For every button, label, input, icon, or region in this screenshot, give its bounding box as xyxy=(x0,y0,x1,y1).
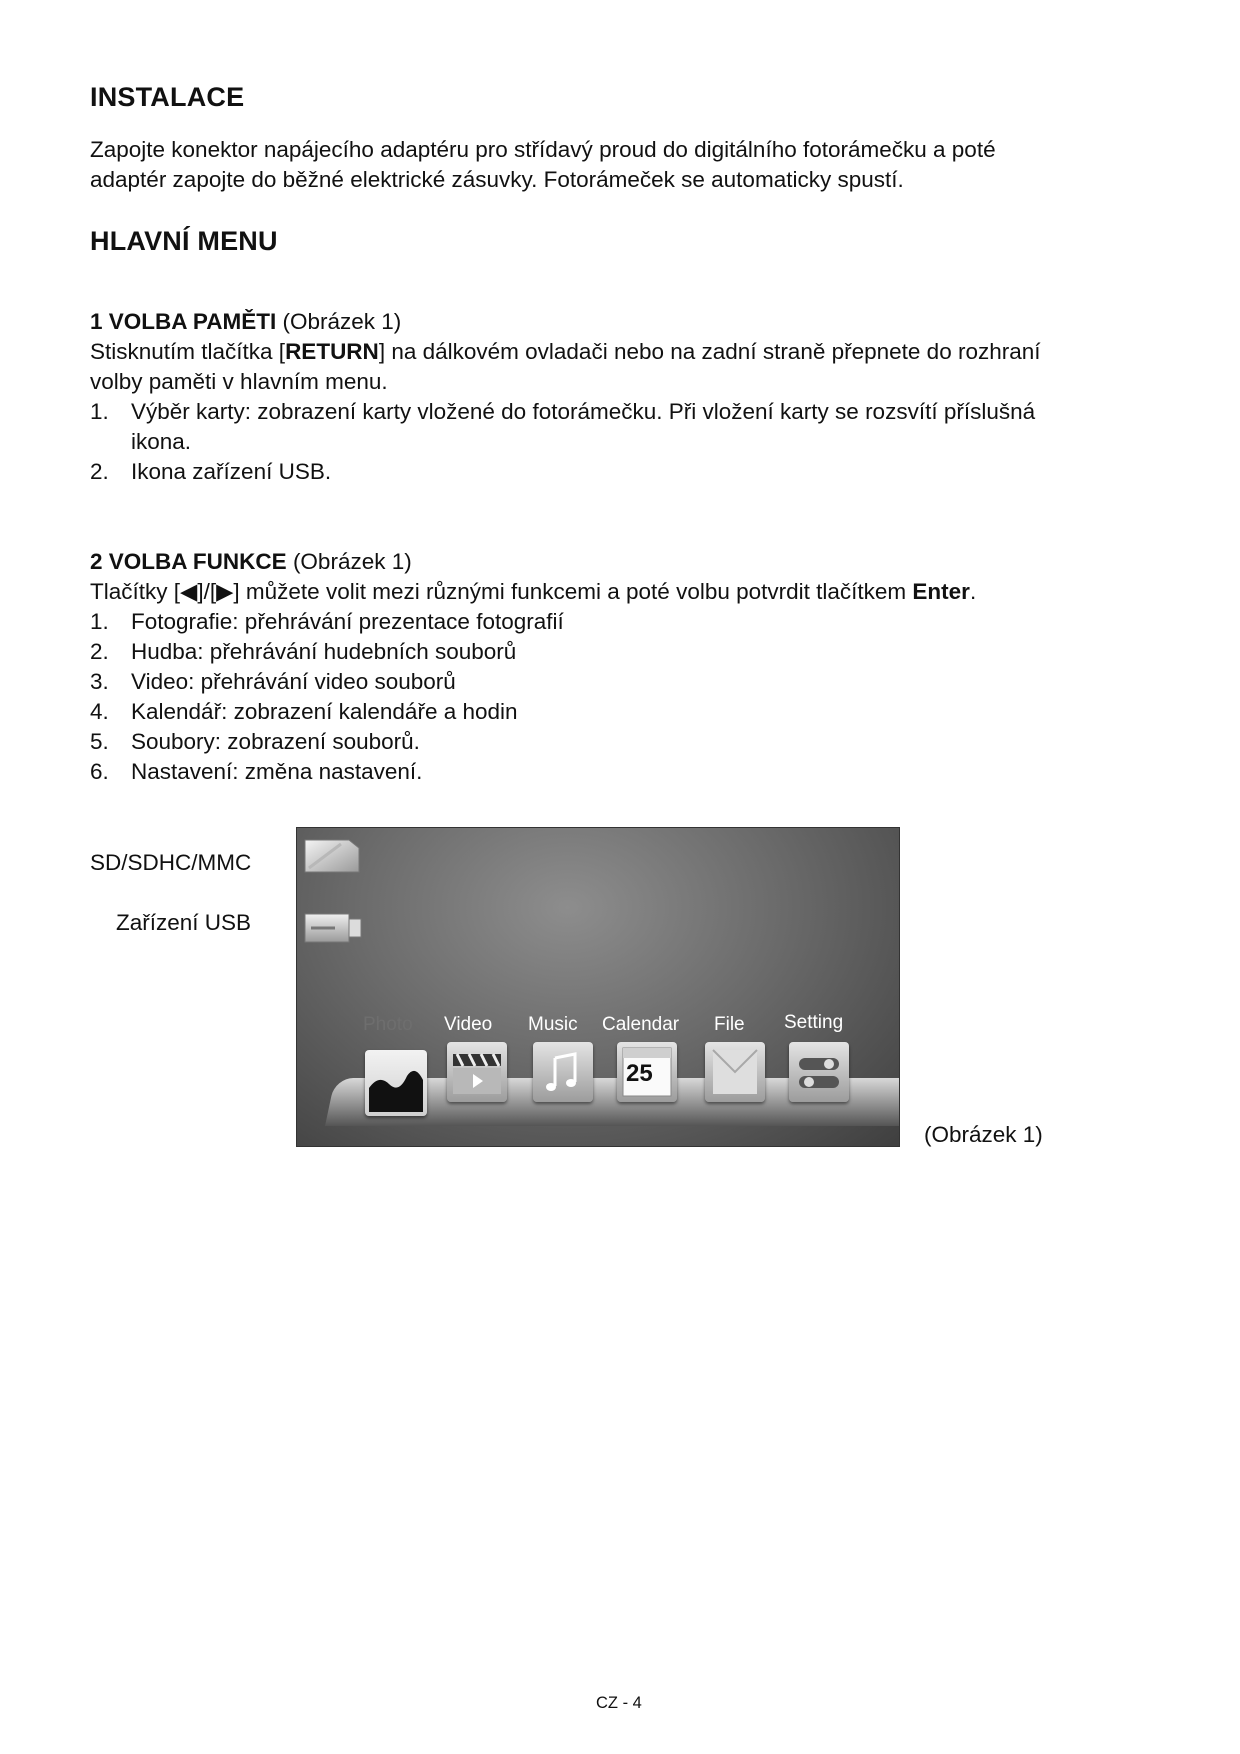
volba-pameti-intro-a: Stisknutím tlačítka [ xyxy=(90,339,286,364)
setting-tile[interactable] xyxy=(789,1042,849,1102)
heading-instalace: INSTALACE xyxy=(90,82,245,112)
list-item-text: Soubory: zobrazení souborů. xyxy=(131,729,420,754)
volba-pameti-list xyxy=(90,397,1160,487)
music-note-icon xyxy=(533,1042,593,1102)
volba-pameti-intro-c: ] na dálkovém ovladači nebo na zadní straně přepnete do rozhraní xyxy=(378,339,1041,364)
sd-card-icon xyxy=(301,836,363,876)
volba-funkce-list xyxy=(90,607,1160,787)
volba-funkce-intro-c: ] můžete volit mezi různými funkcemi a poté volbu potvrdit tlačítkem xyxy=(233,579,913,604)
settings-icon xyxy=(789,1042,849,1102)
right-arrow-icon: ▶ xyxy=(216,579,234,604)
volba-funkce-title-ref: (Obrázek 1) xyxy=(286,549,412,574)
volba-funkce-title xyxy=(90,547,412,577)
sd-card-label: SD/SDHC/MMC xyxy=(90,850,252,875)
volba-funkce-title-bold: 2 VOLBA FUNKCE xyxy=(90,549,287,574)
main-menu-screenshot xyxy=(296,827,900,1147)
volba-pameti-intro-line-2: volby paměti v hlavním menu. xyxy=(90,369,388,394)
menu-label-photo[interactable]: Photo xyxy=(363,1014,413,1035)
list-item-text: Kalendář: zobrazení kalendáře a hodin xyxy=(131,699,518,724)
menu-label-video[interactable]: Video xyxy=(444,1014,493,1035)
left-arrow-icon: ◀ xyxy=(180,579,198,604)
music-tile[interactable] xyxy=(533,1042,593,1102)
list-item-number: 2. xyxy=(90,459,109,484)
list-item-text: Ikona zařízení USB. xyxy=(131,459,332,484)
menu-label-setting[interactable]: Setting xyxy=(784,1012,844,1033)
volba-funkce-intro xyxy=(90,577,1160,607)
calendar-day: 25 xyxy=(626,1060,653,1087)
instalace-paragraph xyxy=(90,135,1160,195)
file-tile[interactable] xyxy=(705,1042,765,1102)
usb-device-label: Zařízení USB xyxy=(116,910,252,935)
calendar-tile[interactable] xyxy=(617,1042,677,1102)
usb-stick-icon xyxy=(301,908,363,948)
heading-hlavni-menu: HLAVNÍ MENU xyxy=(90,226,278,256)
list-item xyxy=(90,637,1160,667)
list-item-number: 3. xyxy=(90,669,109,694)
figure-caption: (Obrázek 1) xyxy=(924,1122,1043,1147)
volba-pameti-title-ref: (Obrázek 1) xyxy=(276,309,402,334)
list-item-text: Nastavení: změna nastavení. xyxy=(131,759,423,784)
menu-label-calendar[interactable]: Calendar xyxy=(602,1014,680,1035)
photo-tile[interactable] xyxy=(365,1050,427,1116)
list-item xyxy=(90,727,1160,757)
volba-pameti-intro xyxy=(90,337,1160,397)
volba-pameti-title-bold: 1 VOLBA PAMĚTI xyxy=(90,309,277,334)
list-item-text: Výběr karty: zobrazení karty vložené do fotorámečku. Při vložení karty se rozsvítí příslušná xyxy=(131,399,1036,424)
list-item-number: 1. xyxy=(90,399,109,424)
list-item-text: Hudba: přehrávání hudebních souborů xyxy=(131,639,517,664)
menu-label-music[interactable]: Music xyxy=(528,1014,578,1035)
volba-funkce-intro-b: ]/[ xyxy=(197,579,217,604)
list-item xyxy=(90,457,1160,487)
list-item xyxy=(90,607,1160,637)
menu-label-file[interactable]: File xyxy=(714,1014,745,1035)
list-item-number: 6. xyxy=(90,759,109,784)
list-item xyxy=(90,397,1160,457)
list-item xyxy=(90,757,1160,787)
list-item-number: 5. xyxy=(90,729,109,754)
volba-funkce-intro-e: . xyxy=(969,579,977,604)
instalace-line-1: Zapojte konektor napájecího adaptéru pro střídavý proud do digitálního fotorámečku a poté xyxy=(90,137,996,162)
list-item-text-continued: ikona. xyxy=(131,429,192,454)
list-item-text: Video: přehrávání video souborů xyxy=(131,669,456,694)
photo-icon xyxy=(365,1050,427,1116)
instalace-line-2: adaptér zapojte do běžné elektrické zásuvky. Fotorámeček se automaticky spustí. xyxy=(90,167,904,192)
return-key-label: RETURN xyxy=(285,339,379,364)
video-tile[interactable] xyxy=(447,1042,507,1102)
video-clapper-icon xyxy=(447,1042,507,1102)
enter-key-label: Enter xyxy=(912,579,970,604)
list-item-number: 1. xyxy=(90,609,109,634)
list-item-number: 4. xyxy=(90,699,109,724)
list-item xyxy=(90,667,1160,697)
page-number: CZ - 4 xyxy=(596,1694,642,1712)
list-item-text: Fotografie: přehrávání prezentace fotografií xyxy=(131,609,564,634)
list-item xyxy=(90,697,1160,727)
list-item-number: 2. xyxy=(90,639,109,664)
volba-funkce-intro-a: Tlačítky [ xyxy=(90,579,181,604)
file-icon xyxy=(705,1042,765,1102)
volba-pameti-title xyxy=(90,307,401,337)
